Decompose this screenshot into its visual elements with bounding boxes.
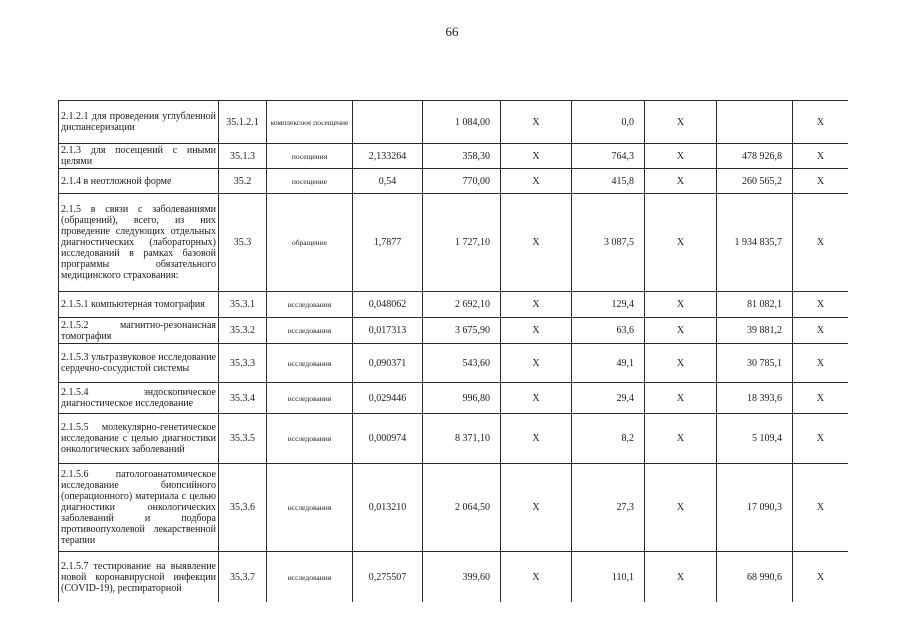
row-unit: исследования	[267, 292, 353, 318]
table-row	[59, 318, 849, 344]
row-total-cost: 68 990,6	[717, 552, 793, 603]
row-total-cost: 30 785,1	[717, 344, 793, 383]
row-norm-volume: 2,133264	[353, 144, 423, 169]
table-row	[59, 344, 849, 383]
row-cost-per-unit: 358,30	[423, 144, 501, 169]
row-cost-per-unit: 770,00	[423, 169, 501, 194]
row-code: 35.3.6	[219, 464, 267, 552]
row-per-capita-norm: 110,1	[572, 552, 645, 603]
row-per-capita-norm: 8,2	[572, 414, 645, 464]
row-code: 35.2	[219, 169, 267, 194]
row-norm-volume: 0,090371	[353, 344, 423, 383]
row-x-mark-3: X	[793, 318, 849, 344]
row-total-cost: 81 082,1	[717, 292, 793, 318]
row-description: 2.1.5 в связи с заболеваниями (обращений), всего, из них проведение следующих отдельных диагностических (лабораторных) исследований в рамках базовой программы обязательного медицинского страхования:	[59, 194, 219, 292]
row-cost-per-unit: 1 727,10	[423, 194, 501, 292]
row-total-cost: 39 881,2	[717, 318, 793, 344]
row-unit: исследования	[267, 318, 353, 344]
row-x-mark-3: X	[793, 344, 849, 383]
row-norm-volume	[353, 101, 423, 144]
row-description: 2.1.5.2 магнитно-резонансная томография	[59, 318, 219, 344]
row-code: 35.3.1	[219, 292, 267, 318]
row-x-mark-3: X	[793, 101, 849, 144]
row-x-mark-1: X	[501, 464, 572, 552]
row-cost-per-unit: 996,80	[423, 383, 501, 414]
table-row	[59, 464, 849, 552]
row-unit: посещения	[267, 144, 353, 169]
row-x-mark-1: X	[501, 144, 572, 169]
row-x-mark-2: X	[645, 464, 717, 552]
row-x-mark-2: X	[645, 344, 717, 383]
row-total-cost: 478 926,8	[717, 144, 793, 169]
row-x-mark-3: X	[793, 464, 849, 552]
row-x-mark-1: X	[501, 552, 572, 603]
row-x-mark-2: X	[645, 292, 717, 318]
row-x-mark-3: X	[793, 552, 849, 603]
row-x-mark-3: X	[793, 169, 849, 194]
row-x-mark-2: X	[645, 169, 717, 194]
row-unit: комплексное посещение	[267, 101, 353, 144]
row-x-mark-3: X	[793, 414, 849, 464]
row-description: 2.1.3 для посещений с иными целями	[59, 144, 219, 169]
row-norm-volume: 1,7877	[353, 194, 423, 292]
row-code: 35.1.3	[219, 144, 267, 169]
row-code: 35.3.5	[219, 414, 267, 464]
table-row	[59, 292, 849, 318]
table-row	[59, 383, 849, 414]
table-row	[59, 414, 849, 464]
row-total-cost: 5 109,4	[717, 414, 793, 464]
row-cost-per-unit: 8 371,10	[423, 414, 501, 464]
row-per-capita-norm: 129,4	[572, 292, 645, 318]
row-x-mark-1: X	[501, 414, 572, 464]
row-x-mark-3: X	[793, 194, 849, 292]
row-norm-volume: 0,013210	[353, 464, 423, 552]
row-code: 35.3.3	[219, 344, 267, 383]
row-x-mark-2: X	[645, 194, 717, 292]
table-body	[59, 101, 849, 603]
row-x-mark-1: X	[501, 292, 572, 318]
row-cost-per-unit: 399,60	[423, 552, 501, 603]
row-norm-volume: 0,54	[353, 169, 423, 194]
row-code: 35.3	[219, 194, 267, 292]
row-description: 2.1.4 в неотложной форме	[59, 169, 219, 194]
row-description: 2.1.5.7 тестирование на выявление новой коронавирусной инфекции (COVID-19), респираторной	[59, 552, 219, 603]
row-cost-per-unit: 1 084,00	[423, 101, 501, 144]
table-row	[59, 144, 849, 169]
data-table-container	[58, 100, 848, 602]
row-x-mark-2: X	[645, 101, 717, 144]
row-x-mark-1: X	[501, 194, 572, 292]
row-per-capita-norm: 27,3	[572, 464, 645, 552]
row-cost-per-unit: 3 675,90	[423, 318, 501, 344]
row-code: 35.3.7	[219, 552, 267, 603]
row-unit: исследования	[267, 383, 353, 414]
row-description: 2.1.2.1 для проведения углубленной диспансеризации	[59, 101, 219, 144]
row-norm-volume: 0,029446	[353, 383, 423, 414]
row-x-mark-1: X	[501, 344, 572, 383]
row-description: 2.1.5.5 молекулярно-генетическое исследование с целью диагностики онкологических заболеваний	[59, 414, 219, 464]
row-per-capita-norm: 764,3	[572, 144, 645, 169]
row-x-mark-2: X	[645, 318, 717, 344]
row-per-capita-norm: 49,1	[572, 344, 645, 383]
table-row	[59, 169, 849, 194]
row-x-mark-1: X	[501, 101, 572, 144]
row-x-mark-1: X	[501, 383, 572, 414]
row-total-cost: 1 934 835,7	[717, 194, 793, 292]
row-per-capita-norm: 0,0	[572, 101, 645, 144]
row-description: 2.1.5.4 эндоскопическое диагностическое исследование	[59, 383, 219, 414]
table-row	[59, 101, 849, 144]
row-code: 35.3.2	[219, 318, 267, 344]
row-total-cost: 18 393,6	[717, 383, 793, 414]
row-x-mark-1: X	[501, 318, 572, 344]
row-description: 2.1.5.1 компьютерная томография	[59, 292, 219, 318]
page-number: 66	[445, 24, 459, 39]
row-x-mark-2: X	[645, 383, 717, 414]
table-row	[59, 552, 849, 603]
row-unit: исследования	[267, 414, 353, 464]
row-x-mark-2: X	[645, 144, 717, 169]
row-x-mark-2: X	[645, 414, 717, 464]
row-norm-volume: 0,000974	[353, 414, 423, 464]
row-per-capita-norm: 29,4	[572, 383, 645, 414]
row-code: 35.1.2.1	[219, 101, 267, 144]
row-unit: исследования	[267, 344, 353, 383]
row-description: 2.1.5.6 патологоанатомическое исследование биопсийного (операционного) материала с целью диагностики онкологических заболеваний и подбора противоопухолевой лекарственной терапии	[59, 464, 219, 552]
row-cost-per-unit: 2 692,10	[423, 292, 501, 318]
row-unit: посещение	[267, 169, 353, 194]
row-per-capita-norm: 415,8	[572, 169, 645, 194]
row-total-cost	[717, 101, 793, 144]
row-description: 2.1.5.3 ультразвуковое исследование сердечно-сосудистой системы	[59, 344, 219, 383]
row-total-cost: 17 090,3	[717, 464, 793, 552]
row-norm-volume: 0,017313	[353, 318, 423, 344]
data-table	[58, 100, 848, 602]
row-per-capita-norm: 3 087,5	[572, 194, 645, 292]
table-row	[59, 194, 849, 292]
row-total-cost: 260 565,2	[717, 169, 793, 194]
row-unit: обращение	[267, 194, 353, 292]
row-unit: исследования	[267, 464, 353, 552]
row-x-mark-3: X	[793, 292, 849, 318]
row-x-mark-3: X	[793, 144, 849, 169]
row-unit: исследования	[267, 552, 353, 603]
row-code: 35.3.4	[219, 383, 267, 414]
row-norm-volume: 0,048062	[353, 292, 423, 318]
row-norm-volume: 0,275507	[353, 552, 423, 603]
row-cost-per-unit: 2 064,50	[423, 464, 501, 552]
row-x-mark-3: X	[793, 383, 849, 414]
row-x-mark-1: X	[501, 169, 572, 194]
row-x-mark-2: X	[645, 552, 717, 603]
row-cost-per-unit: 543,60	[423, 344, 501, 383]
row-per-capita-norm: 63,6	[572, 318, 645, 344]
